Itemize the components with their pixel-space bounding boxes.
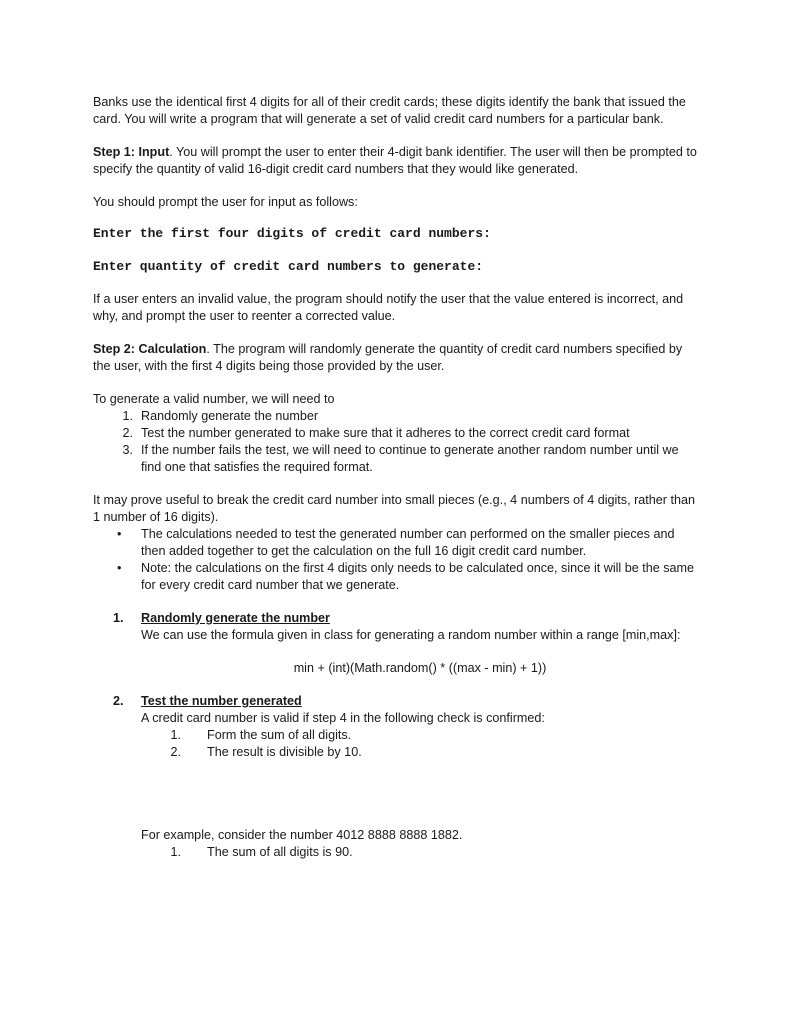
prompt-line-1: Enter the first four digits of credit card numbers: — [93, 226, 491, 241]
intro-paragraph: Banks use the identical first 4 digits for all of their credit cards; these digits identify the bank that issued the card. You will write a program that will generate a set of valid credit card numbers for a particular bank. — [93, 95, 686, 126]
list-item: 1. Randomly generate the number — [122, 409, 319, 423]
prompt-intro: You should prompt the user for input as follows: — [93, 195, 358, 209]
step1-paragraph — [93, 144, 699, 178]
generate-intro: To generate a valid number, we will need to — [93, 392, 335, 406]
example-text: For example, consider the number 4012 8888 8888 1882. — [141, 828, 463, 842]
invalid-note: If a user enters an invalid value, the program should notify the user that the value entered is incorrect, and why, and prompt the user to reenter a corrected value. — [93, 292, 684, 323]
section-number: 1. — [113, 611, 124, 625]
document-page — [93, 94, 699, 861]
list-item: 1. The sum of all digits is 90. — [170, 845, 353, 859]
section-title: Test the number generated — [141, 694, 302, 708]
list-item: • The calculations needed to test the generated number can performed on the smaller pieces and then added together to get the calculation on the full 16 digit credit card number. — [93, 526, 699, 560]
section-text: We can use the formula given in class for generating a random number within a range [min,max]: — [141, 628, 681, 642]
check-steps-list — [141, 727, 699, 761]
prompt-line-2: Enter quantity of credit card numbers to generate: — [93, 259, 484, 274]
example-steps-list — [141, 844, 699, 861]
section-test-number — [93, 693, 699, 861]
list-item: • Note: the calculations on the first 4 digits only needs to be calculated once, since it will be the same for every credit card number that we generate. — [93, 560, 699, 594]
section-text: A credit card number is valid if step 4 in the following check is confirmed: — [141, 711, 545, 725]
step2-text: . The program will randomly generate the quantity of credit card numbers specified by the user, with the first 4 digits being those provided by the user. — [93, 342, 683, 373]
list-item: 2. Test the number generated to make sure that it adheres to the correct credit card format — [122, 426, 630, 440]
list-item: 3. If the number fails the test, we will need to continue to generate another random number until we find one that satisfies the required format. — [122, 443, 679, 474]
section-random-generate — [93, 610, 699, 677]
pieces-note: It may prove useful to break the credit card number into small pieces (e.g., 4 numbers of 4 digits, rather than 1 number of 16 digits). — [93, 493, 695, 524]
generate-steps-list — [113, 408, 699, 476]
step2-paragraph — [93, 341, 699, 375]
formula: min + (int)(Math.random() * ((max - min) + 1)) — [293, 661, 547, 675]
step1-label: Step 1: Input — [93, 145, 170, 159]
section-number: 2. — [113, 694, 124, 708]
step1-text: . You will prompt the user to enter their 4-digit bank identifier. The user will then be prompted to specify the quantity of valid 16-digit credit card numbers that they would like generated. — [93, 145, 697, 176]
bullet-icon: • — [117, 561, 122, 575]
list-item: 2. The result is divisible by 10. — [170, 745, 362, 759]
list-item: 1. Form the sum of all digits. — [170, 728, 352, 742]
section-title: Randomly generate the number — [141, 611, 330, 625]
bullet-icon: • — [117, 527, 122, 541]
bullet-list — [93, 526, 699, 594]
step2-label: Step 2: Calculation — [93, 342, 207, 356]
